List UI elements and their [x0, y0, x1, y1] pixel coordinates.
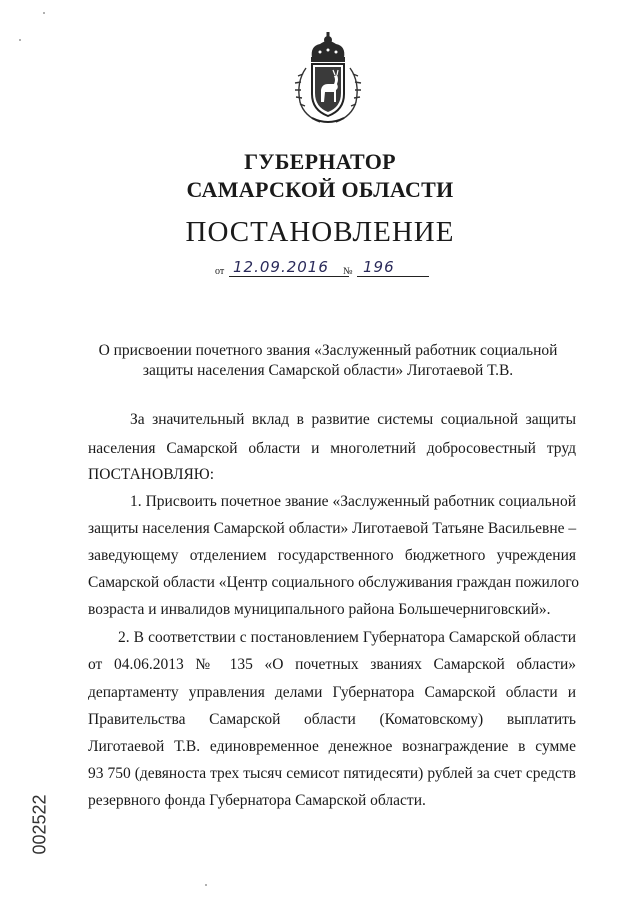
resolution-word: ПОСТАНОВЛЯЮ:: [88, 466, 215, 483]
number-label: №: [343, 266, 353, 277]
number-underline: [357, 276, 429, 277]
body-line: Самарской области «Центр социального обслуживания граждан пожилого: [88, 574, 580, 591]
org-name-line1: ГУБЕРНАТОР: [244, 149, 396, 174]
body-line: 2. В соответствии с постановлением Губернатора Самарской области: [118, 629, 576, 646]
document-subject: [90, 341, 566, 381]
body-line: департаменту управления делами Губернатора Самарской области и: [88, 684, 576, 701]
date-underline: [229, 276, 349, 277]
body-line: населения Самарской области и многолетний добросовестный труд: [88, 440, 576, 457]
scan-speck: [43, 12, 45, 14]
number-value: 196: [363, 258, 395, 276]
margin-number-text: 002522: [29, 794, 50, 855]
org-name-line2: САМАРСКОЙ ОБЛАСТИ: [186, 177, 454, 202]
body-line: защиты населения Самарской области» Лиготаевой Татьяне Васильевне –: [88, 520, 577, 537]
body-line: За значительный вклад в развитие системы социальной защиты: [130, 411, 576, 428]
scan-speck: [205, 884, 207, 886]
margin-registration-number: [29, 792, 54, 862]
body-line: 1. Присвоить почетное звание «Заслуженный работник социальной: [130, 493, 576, 510]
body-line: 93 750 (девяноста трех тысяч семисот пятидесяти) рублей за счет средств: [88, 765, 576, 782]
subject-line: защиты населения Самарской области» Лиготаевой Т.В.: [142, 362, 514, 379]
body-line: Лиготаевой Т.В. единовременное денежное вознаграждение в сумме: [88, 738, 576, 755]
coat-of-arms-icon: [290, 32, 366, 128]
body-line: резервного фонда Губернатора Самарской области.: [88, 792, 426, 809]
body-line: возраста и инвалидов муниципального района Большечерниговский».: [88, 601, 551, 618]
scan-speck: [19, 39, 21, 41]
date-label: от: [215, 266, 225, 277]
subject-line: О присвоении почетного звания «Заслуженный работник социальной: [98, 342, 558, 359]
document-type-title: ПОСТАНОВЛЕНИЕ: [185, 216, 455, 248]
date-value: 12.09.2016: [233, 258, 329, 276]
body-line: Правительства Самарской области (Коматовскому) выплатить: [88, 711, 576, 728]
body-line: заведующему отделением государственного бюджетного учреждения: [88, 547, 576, 564]
body-line: от 04.06.2013 № 135 «О почетных званиях Самарской области»: [88, 656, 576, 673]
